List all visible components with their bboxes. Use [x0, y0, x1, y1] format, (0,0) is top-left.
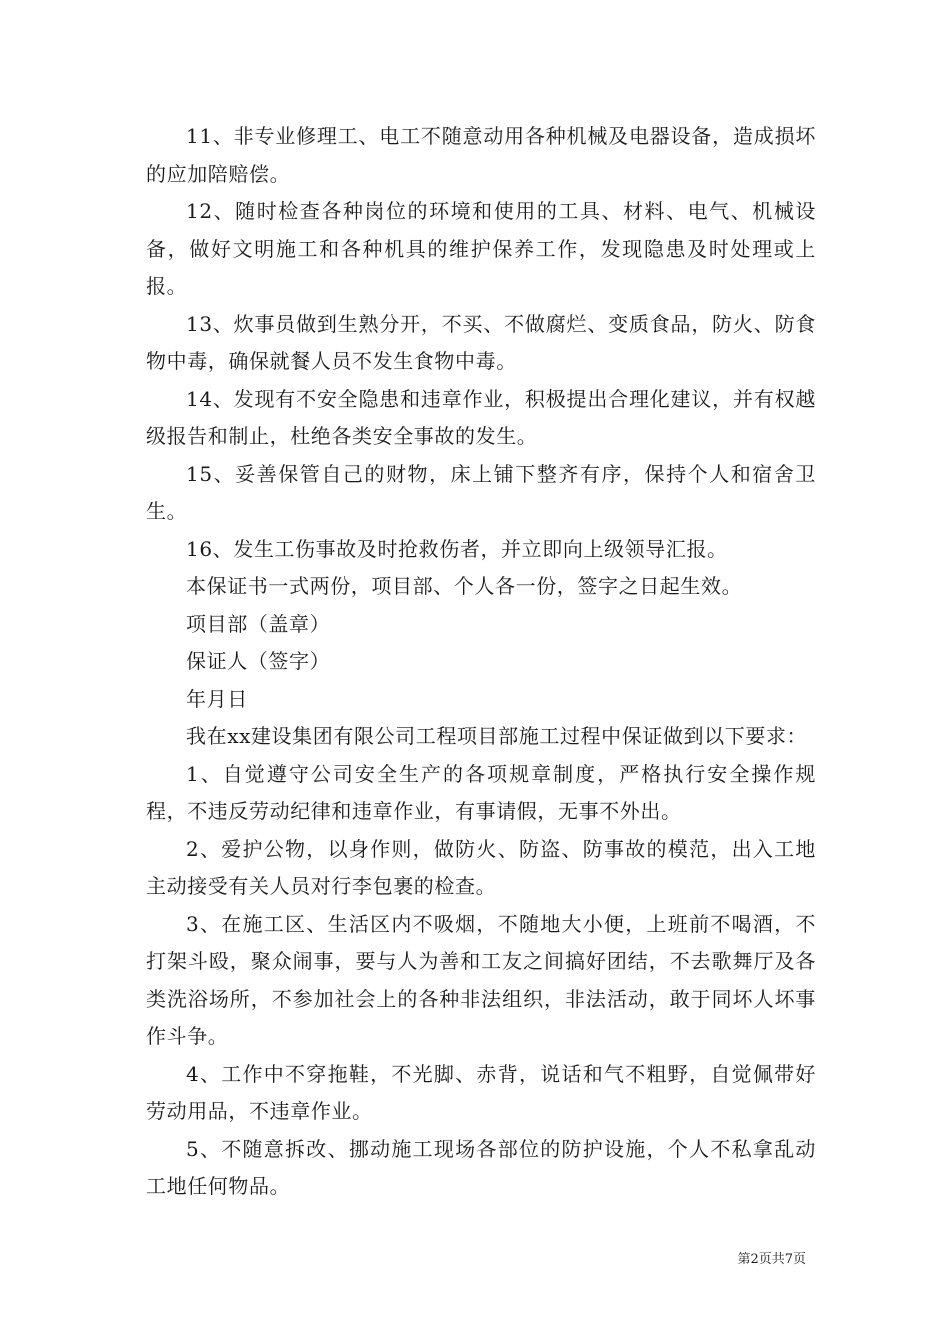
document-body — [146, 118, 816, 1206]
page-number-footer: 第2页共7页 — [737, 1252, 806, 1267]
paragraph-pledge-2: 2、爱护公物，以身作则，做防火、防盗、防事故的模范，出入工地主动接受有关人员对行李包裹的检查。 — [146, 836, 816, 898]
paragraph-rule-14: 14、发现有不安全隐患和违章作业，积极提出合理化建议，并有权越级报告和制止，杜绝各类安全事故的发生。 — [146, 386, 816, 448]
paragraph-rule-11: 11、非专业修理工、电工不随意动用各种机械及电器设备，造成损坏的应加陪赔偿。 — [146, 124, 816, 186]
paragraph-rule-12: 12、随时检查各种岗位的环境和使用的工具、材料、电气、机械设备，做好文明施工和各种机具的维护保养工作，发现隐患及时处理或上报。 — [146, 199, 816, 298]
paragraph-rule-13: 13、炊事员做到生熟分开，不买、不做腐烂、变质食品，防火、防食物中毒，确保就餐人员不发生食物中毒。 — [146, 311, 816, 373]
date-line: 年月日 — [186, 686, 248, 711]
paragraph-pledge-5: 5、不随意拆改、挪动施工现场各部位的防护设施，个人不私拿乱动工地任何物品。 — [146, 1136, 816, 1198]
guarantor-signature-line: 保证人（签字） — [186, 649, 331, 673]
project-seal-line: 项目部（盖章） — [186, 611, 331, 636]
paragraph-pledge-3: 3、在施工区、生活区内不吸烟，不随地大小便，上班前不喝酒，不打架斗殴，聚众闹事，要与人为善和工友之间搞好团结，不去歌舞厅及各类洗浴场所，不参加社会上的各种非法组织，非法活动，敢于同坏人坏事作斗争。 — [146, 911, 816, 1048]
paragraph-pledge-4: 4、工作中不穿拖鞋，不光脚、赤背，说话和气不粗野，自觉佩带好劳动用品，不违章作业。 — [146, 1061, 816, 1123]
pledge-intro: 我在xx建设集团有限公司工程项目部施工过程中保证做到以下要求： — [186, 724, 808, 748]
paragraph-rule-16: 16、发生工伤事故及时抢救伤者，并立即向上级领导汇报。 — [186, 536, 728, 561]
paragraph-pledge-1: 1、自觉遵守公司安全生产的各项规章制度，严格执行安全操作规程，不违反劳动纪律和违章作业，有事请假，无事不外出。 — [146, 761, 816, 823]
validity-statement: 本保证书一式两份，项目部、个人各一份，签字之日起生效。 — [186, 574, 743, 598]
paragraph-rule-15: 15、妥善保管自己的财物，床上铺下整齐有序，保持个人和宿舍卫生。 — [146, 461, 816, 523]
